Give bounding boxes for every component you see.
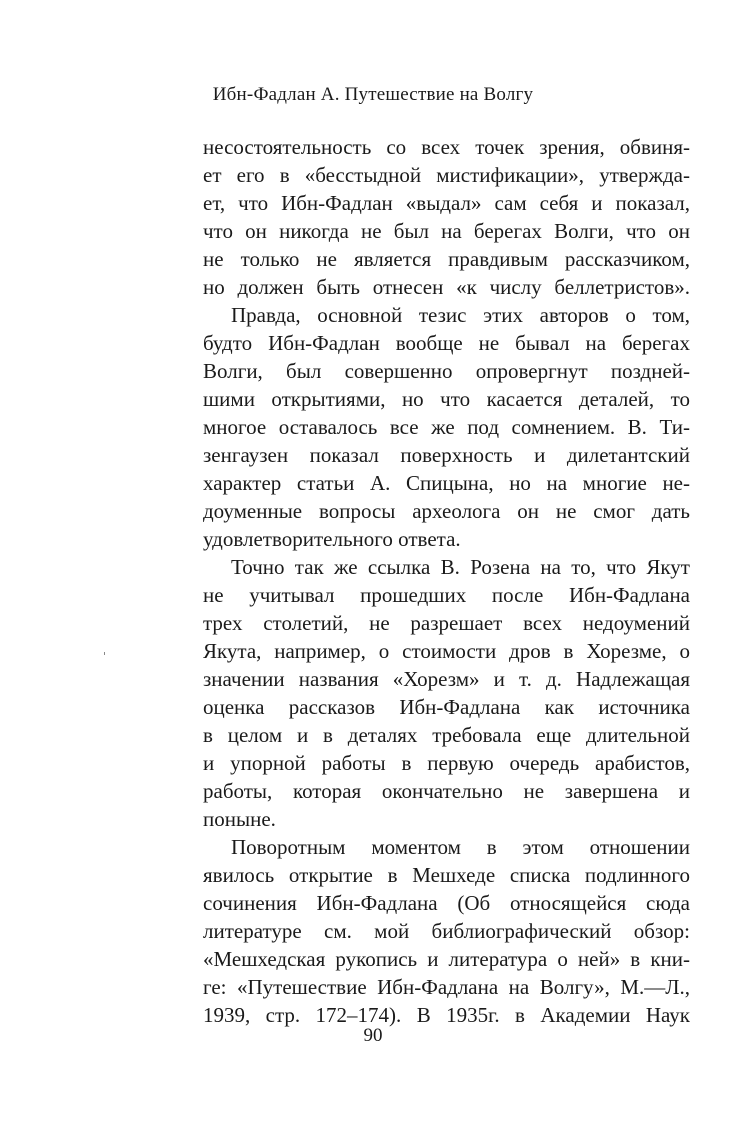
text-line: «Мешхедская рукопись и литература о ней» в кни- [203, 947, 690, 971]
body-text [203, 133, 690, 1029]
text-line: сочинения Ибн-Фадлана (Об относящейся сюда [203, 891, 690, 915]
text-line: несостоятельность со всех точек зрения, обвиня- [203, 135, 690, 159]
paragraph-start-line: Поворотным моментом в этом отношении [231, 835, 690, 859]
text-line: будто Ибн-Фадлан вообще не бывал на берегах [203, 331, 690, 355]
paragraph-end-line: поныне. [203, 807, 276, 831]
text-line: и упорной работы в первую очередь арабистов, [203, 751, 690, 775]
text-line: ет, что Ибн-Фадлан «выдал» сам себя и показал, [203, 191, 690, 215]
paragraph-start-line: Точно так же ссылка В. Розена на то, что Якут [231, 555, 690, 579]
text-line: зенгаузен показал поверхность и дилетантский [203, 443, 690, 467]
text-line: шими открытиями, но что касается деталей, то [203, 387, 690, 411]
text-line: значении названия «Хорезм» и т. д. Надлежащая [203, 667, 690, 691]
text-line: работы, которая окончательно не завершена и [203, 779, 690, 803]
text-line: 1939, стр. 172–174). В 1935г. в Академии Наук [203, 1003, 690, 1027]
text-line: многое оставалось все же под сомнением. В. Ти- [203, 415, 690, 439]
text-line: что он никогда не был на берегах Волги, что он [203, 219, 690, 243]
page-number: 90 [363, 1025, 383, 1046]
text-line: характер статьи А. Спицына, но на многие не- [203, 471, 690, 495]
paragraph-start-line: Правда, основной тезис этих авторов о том, [231, 303, 690, 327]
paragraph-end-line: удовлетворительного ответа. [203, 527, 461, 551]
text-line: трех столетий, не разрешает всех недоумений [203, 611, 690, 635]
margin-speck [104, 652, 105, 655]
text-line: явилось открытие в Мешхеде списка подлинного [203, 863, 690, 887]
text-line: литературе см. мой библиографический обзор: [203, 919, 690, 943]
text-line: оценка рассказов Ибн-Фадлана как источника [203, 695, 690, 719]
running-head: Ибн-Фадлан А. Путешествие на Волгу [212, 84, 534, 105]
text-line: не только не является правдивым рассказчиком, [203, 247, 690, 271]
text-line: в целом и в деталях требовала еще длительной [203, 723, 690, 747]
text-line: ге: «Путешествие Ибн-Фадлана на Волгу», М.—Л., [203, 975, 690, 999]
text-line: Волги, был совершенно опровергнут поздней- [203, 359, 690, 383]
text-line: не учитывал прошедших после Ибн-Фадлана [203, 583, 690, 607]
text-line: ет его в «бесстыдной мистификации», утвержда- [203, 163, 690, 187]
text-line: но должен быть отнесен «к числу беллетристов». [203, 275, 690, 299]
text-line: Якута, например, о стоимости дров в Хорезме, о [203, 639, 690, 663]
text-line: доуменные вопросы археолога он не смог дать [203, 499, 690, 523]
